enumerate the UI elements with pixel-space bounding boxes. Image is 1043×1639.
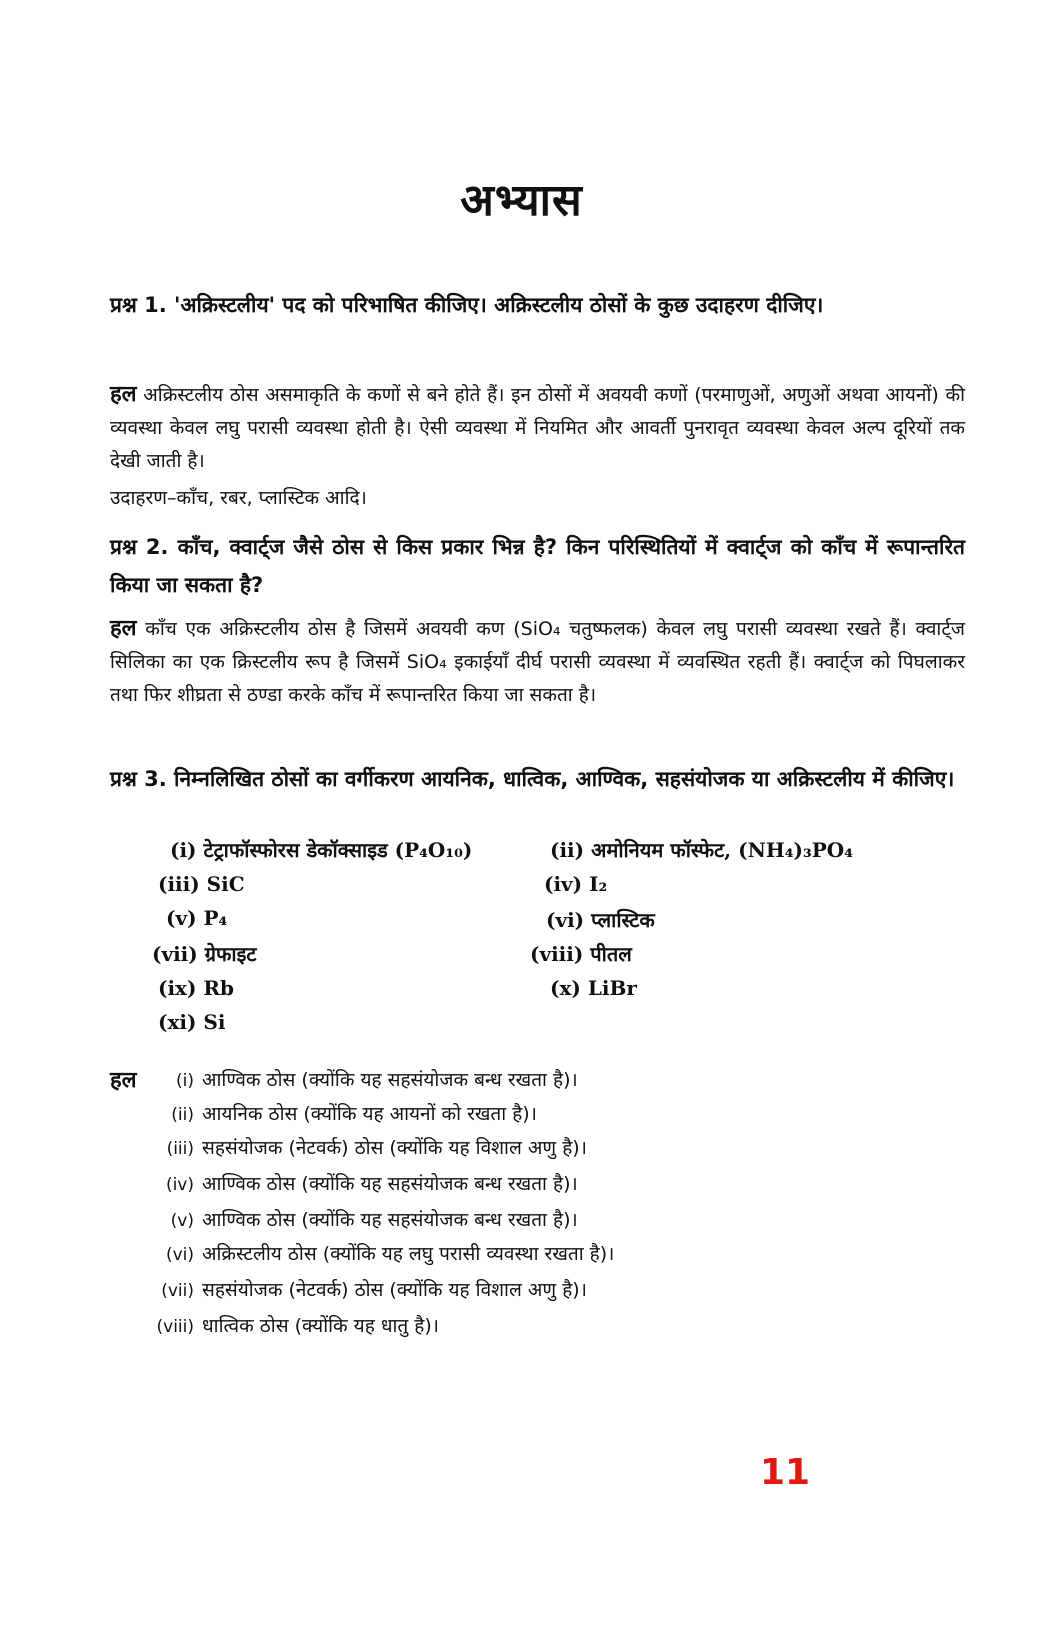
list-item: (iv) I₂ <box>544 872 608 896</box>
answer-number: (iv) <box>165 1175 194 1195</box>
list-item <box>142 1240 614 1266</box>
answer-text: सहसंयोजक (नेटवर्क) ठोस (क्योंकि यह विशाल अणु है)। <box>202 1279 587 1301</box>
answer-number: (i) <box>176 1071 194 1091</box>
answer-text: अक्रिस्टलीय ठोस (क्योंकि यह लघु परासी व्यवस्था रखता है)। <box>202 1243 615 1265</box>
question-2-label: प्रश्न 2. <box>110 535 169 559</box>
page-number: 11 <box>760 1452 811 1493</box>
answer-1-label: हल <box>110 382 137 407</box>
list-item <box>142 1206 578 1232</box>
question-1 <box>110 286 965 324</box>
answer-1-example: उदाहरण–काँच, रबर, प्लास्टिक आदि। <box>110 487 367 509</box>
list-item: (vi) प्लास्टिक <box>546 908 655 932</box>
list-item <box>142 1276 587 1302</box>
answer-text: आण्विक ठोस (क्योंकि यह सहसंयोजक बन्ध रखता है)। <box>202 1069 578 1091</box>
list-item: (vii) ग्रेफाइट <box>152 942 257 966</box>
answer-text: सहसंयोजक (नेटवर्क) ठोस (क्योंकि यह विशाल अणु है)। <box>202 1137 587 1159</box>
question-1-text: 'अक्रिस्टलीय' पद को परिभाषित कीजिए। अक्रिस्टलीय ठोसों के कुछ उदाहरण दीजिए। <box>174 293 824 317</box>
list-item <box>142 1100 537 1126</box>
list-item <box>142 1134 587 1160</box>
question-2 <box>110 528 965 604</box>
answer-number: (v) <box>170 1211 194 1231</box>
question-1-label: प्रश्न 1. <box>110 293 167 317</box>
answer-number: (iii) <box>166 1139 194 1159</box>
answer-2 <box>110 612 965 712</box>
list-item: (ii) अमोनियम फॉस्फेट, (NH₄)₃PO₄ <box>550 838 853 862</box>
answer-number: (vii) <box>161 1281 194 1301</box>
question-3-label: प्रश्न 3. <box>110 767 167 791</box>
list-item: (viii) पीतल <box>530 942 632 966</box>
question-3 <box>110 760 965 798</box>
question-3-text: निम्नलिखित ठोसों का वर्गीकरण आयनिक, धात्विक, आण्विक, सहसंयोजक या अक्रिस्टलीय में कीजिए। <box>174 767 955 791</box>
list-item: (i) टेट्राफॉस्फोरस डेकॉक्साइड (P₄O₁₀) <box>170 838 473 862</box>
answer-1-text: अक्रिस्टलीय ठोस असमाकृति के कणों से बने होते हैं। इन ठोसों में अवयवी कणों (परमाणुओं, अणुओं अथवा आयनों) की व्यवस्था केवल लघु परासी व्यवस्था होती है। ऐसी व्यवस्था में नियमित और आवर्ती पुनरावृत व्यवस्था केवल अल्प दूरियों तक देखी जाती है। <box>110 384 965 472</box>
answer-3-label: हल <box>110 1068 137 1093</box>
answer-2-label: हल <box>110 616 137 641</box>
answer-text: आण्विक ठोस (क्योंकि यह सहसंयोजक बन्ध रखता है)। <box>202 1173 578 1195</box>
answer-number: (viii) <box>156 1317 194 1337</box>
answer-number: (ii) <box>171 1105 194 1125</box>
answer-text: आयनिक ठोस (क्योंकि यह आयनों को रखता है)। <box>202 1103 537 1125</box>
list-item: (v) P₄ <box>166 906 228 930</box>
list-item <box>142 1312 439 1338</box>
answer-number: (vi) <box>165 1245 194 1265</box>
list-item: (ix) Rb <box>158 976 235 1000</box>
list-item: (x) LiBr <box>550 976 637 1000</box>
list-item <box>142 1170 578 1196</box>
question-2-text: काँच, क्वार्ट्ज जैसे ठोस से किस प्रकार भिन्न है? किन परिस्थितियों में क्वार्ट्ज को काँच में रूपान्तरित किया जा सकता है? <box>110 535 966 597</box>
answer-text: आण्विक ठोस (क्योंकि यह सहसंयोजक बन्ध रखता है)। <box>202 1209 578 1231</box>
answer-2-text: काँच एक अक्रिस्टलीय ठोस है जिसमें अवयवी कण (SiO₄ चतुष्फलक) केवल लघु परासी व्यवस्था रखते हैं। क्वार्ट्ज सिलिका का एक क्रिस्टलीय रूप है जिसमें SiO₄ इकाईयाँ दीर्घ परासी व्यवस्था में व्यवस्थित रहती हैं। क्वार्ट्ज को पिघलाकर तथा फिर शीघ्रता से ठण्डा करके काँच में रूपान्तरित किया जा सकता है। <box>110 618 965 706</box>
page-title: अभ्यास <box>460 175 583 226</box>
answer-text: धात्विक ठोस (क्योंकि यह धातु है)। <box>202 1315 439 1337</box>
answer-1 <box>110 378 965 478</box>
list-item: (xi) Si <box>158 1010 226 1034</box>
list-item <box>142 1066 578 1092</box>
list-item: (iii) SiC <box>158 872 245 896</box>
